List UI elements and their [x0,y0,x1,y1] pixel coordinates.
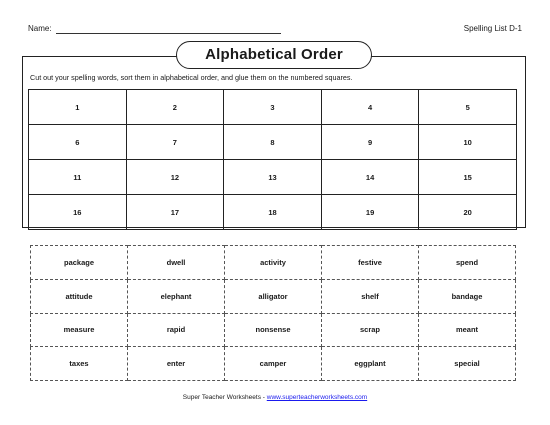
word-card: nonsense [225,313,322,347]
numbered-square: 13 [224,160,322,195]
numbered-square: 20 [419,195,517,230]
word-card: enter [128,347,225,381]
name-write-line[interactable] [56,33,281,34]
numbered-square: 2 [126,90,224,125]
name-label: Name: [28,24,52,33]
instructions-text: Cut out your spelling words, sort them in alphabetical order, and glue them on the numbered squares. [30,73,353,82]
word-card: activity [225,246,322,280]
word-row [31,246,516,280]
word-card: attitude [31,279,128,313]
word-card: festive [322,246,419,280]
word-card: taxes [31,347,128,381]
numbered-square: 3 [224,90,322,125]
word-card: spend [419,246,516,280]
numbered-square: 10 [419,125,517,160]
grid-row [29,125,517,160]
word-card: dwell [128,246,225,280]
grid-row [29,90,517,125]
word-card: camper [225,347,322,381]
word-row [31,279,516,313]
word-card: meant [419,313,516,347]
numbered-square: 18 [224,195,322,230]
word-row [31,347,516,381]
word-card: measure [31,313,128,347]
numbered-square: 6 [29,125,127,160]
grid-row [29,160,517,195]
numbered-square: 19 [321,195,419,230]
page-title: Alphabetical Order [176,41,372,69]
header-row [28,24,522,38]
footer-text: Super Teacher Worksheets - [182,394,267,401]
numbered-square: 16 [29,195,127,230]
word-card: rapid [128,313,225,347]
spelling-list-label: Spelling List D-1 [463,24,522,33]
word-card: bandage [419,279,516,313]
numbered-square: 15 [419,160,517,195]
word-card: elephant [128,279,225,313]
numbered-square: 1 [29,90,127,125]
word-card: package [31,246,128,280]
numbered-square: 8 [224,125,322,160]
numbered-squares-grid [28,89,517,230]
numbered-square: 9 [321,125,419,160]
footer [0,394,550,401]
word-card: special [419,347,516,381]
grid-row [29,195,517,230]
numbered-square: 7 [126,125,224,160]
numbered-square: 17 [126,195,224,230]
cut-out-words-grid [30,245,516,381]
footer-link[interactable]: www.superteacherworksheets.com [266,394,368,401]
word-card: shelf [322,279,419,313]
numbered-square: 14 [321,160,419,195]
word-card: scrap [322,313,419,347]
word-card: eggplant [322,347,419,381]
numbered-square: 12 [126,160,224,195]
word-row [31,313,516,347]
numbered-square: 5 [419,90,517,125]
word-card: alligator [225,279,322,313]
numbered-square: 11 [29,160,127,195]
numbered-square: 4 [321,90,419,125]
